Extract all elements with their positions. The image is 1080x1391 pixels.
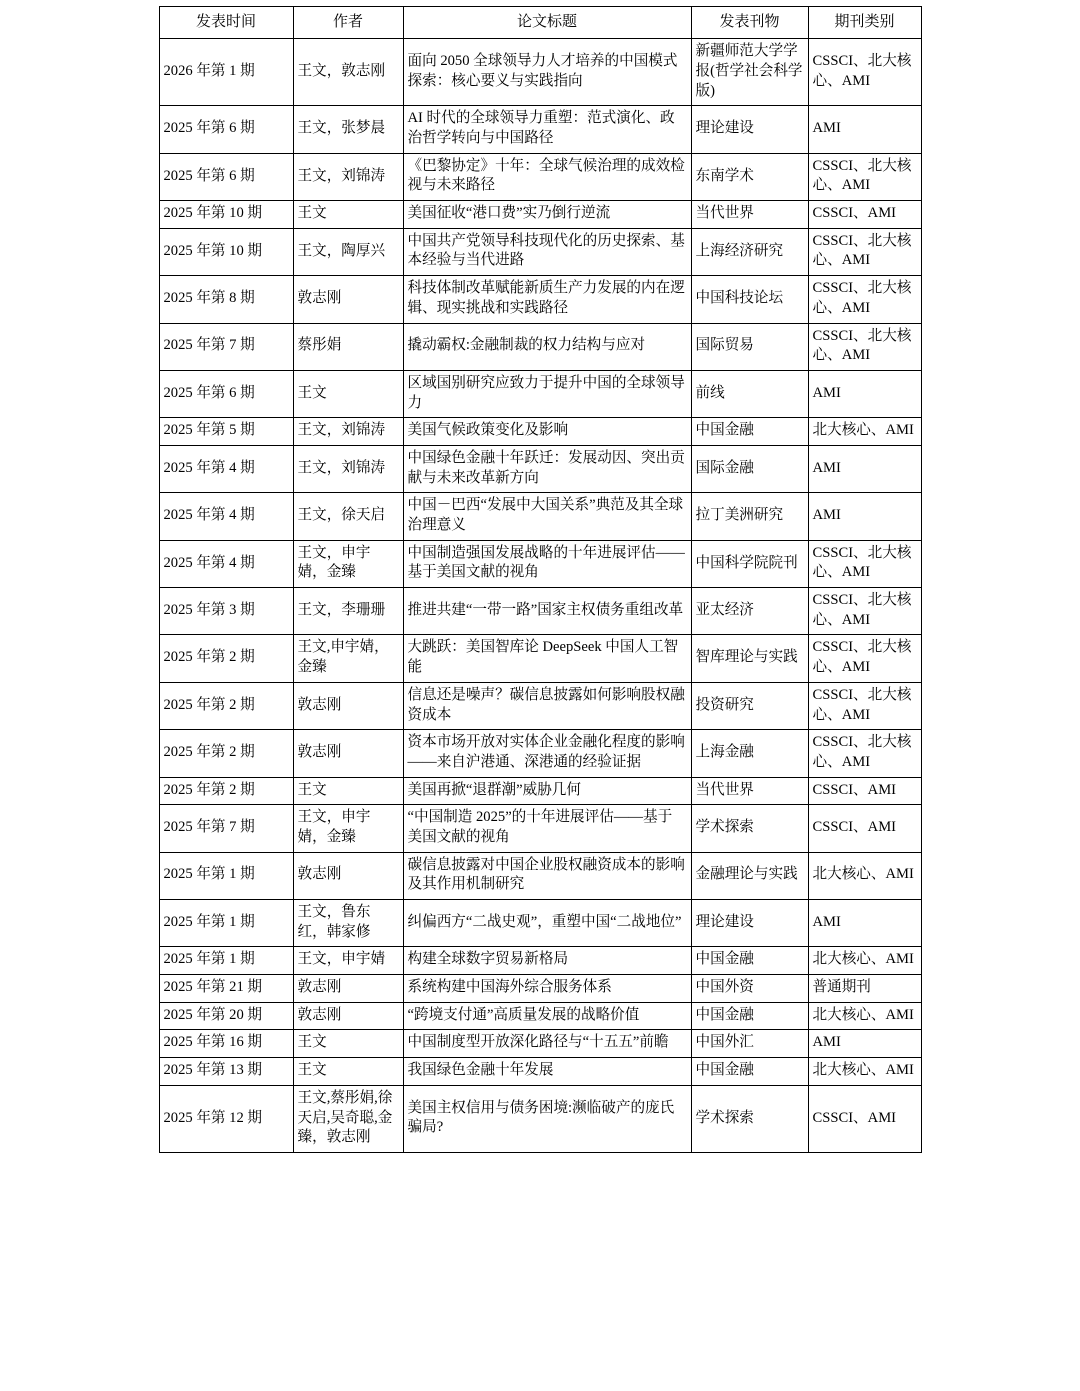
cell-journal: 金融理论与实践 [691,852,808,899]
table-row [159,370,921,417]
cell-journal-category: CSSCI、北大核心、AMI [808,39,921,106]
cell-author: 王文,蔡彤娟,徐天启,吴奇聪,金臻，敦志刚 [293,1085,403,1152]
cell-journal-category: 普通期刊 [808,975,921,1003]
table-row [159,540,921,587]
cell-journal: 上海金融 [691,730,808,777]
cell-journal: 中国外汇 [691,1030,808,1058]
cell-journal: 亚太经济 [691,588,808,635]
cell-author: 王文 [293,777,403,805]
table-row [159,975,921,1003]
cell-journal-category: AMI [808,1030,921,1058]
table-row [159,1002,921,1030]
publications-table [159,6,922,1153]
cell-journal: 前线 [691,370,808,417]
cell-author: 敦志刚 [293,1002,403,1030]
cell-journal-category: AMI [808,900,921,947]
cell-paper-title: 美国征收“港口费”实乃倒行逆流 [403,201,691,229]
cell-author: 王文 [293,370,403,417]
cell-author: 王文，鲁东红，韩家修 [293,900,403,947]
cell-publication-date: 2025 年第 16 期 [159,1030,293,1058]
cell-journal-category: CSSCI、北大核心、AMI [808,153,921,200]
table-row [159,1085,921,1152]
cell-author: 王文 [293,1030,403,1058]
cell-author: 王文，刘锦涛 [293,153,403,200]
cell-publication-date: 2025 年第 1 期 [159,852,293,899]
table-header [159,7,921,39]
cell-journal: 当代世界 [691,777,808,805]
cell-paper-title: “跨境支付通”高质量发展的战略价值 [403,1002,691,1030]
cell-journal: 东南学术 [691,153,808,200]
cell-journal-category: CSSCI、AMI [808,1085,921,1152]
cell-paper-title: 面向 2050 全球领导力人才培养的中国模式探索：核心要义与实践指向 [403,39,691,106]
table-row [159,228,921,275]
cell-paper-title: 撬动霸权:金融制裁的权力结构与应对 [403,323,691,370]
cell-publication-date: 2025 年第 5 期 [159,418,293,446]
cell-journal: 中国科技论坛 [691,276,808,323]
table-row [159,39,921,106]
cell-publication-date: 2025 年第 6 期 [159,370,293,417]
column-header-author: 作者 [293,7,403,39]
table-row [159,730,921,777]
cell-journal-category: CSSCI、北大核心、AMI [808,323,921,370]
cell-journal-category: 北大核心、AMI [808,1058,921,1086]
cell-journal: 投资研究 [691,682,808,729]
cell-paper-title: 中国－巴西“发展中大国关系”典范及其全球治理意义 [403,493,691,540]
cell-author: 王文，申宇婧 [293,947,403,975]
cell-paper-title: 美国再掀“退群潮”威胁几何 [403,777,691,805]
cell-publication-date: 2025 年第 1 期 [159,947,293,975]
table-row [159,418,921,446]
cell-paper-title: 中国共产党领导科技现代化的历史探索、基本经验与当代进路 [403,228,691,275]
cell-journal-category: 北大核心、AMI [808,852,921,899]
cell-publication-date: 2025 年第 1 期 [159,900,293,947]
cell-author: 王文，刘锦涛 [293,418,403,446]
cell-publication-date: 2025 年第 8 期 [159,276,293,323]
cell-journal: 当代世界 [691,201,808,229]
cell-publication-date: 2025 年第 13 期 [159,1058,293,1086]
cell-journal-category: CSSCI、AMI [808,805,921,852]
cell-paper-title: “中国制造 2025”的十年进展评估——基于美国文献的视角 [403,805,691,852]
cell-author: 王文，申宇婧，金臻 [293,540,403,587]
cell-author: 王文，申宇婧，金臻 [293,805,403,852]
table-row [159,1058,921,1086]
cell-publication-date: 2025 年第 20 期 [159,1002,293,1030]
cell-journal: 学术探索 [691,805,808,852]
cell-author: 王文，敦志刚 [293,39,403,106]
cell-journal-category: AMI [808,445,921,492]
cell-publication-date: 2025 年第 2 期 [159,730,293,777]
cell-journal-category: AMI [808,493,921,540]
cell-author: 蔡彤娟 [293,323,403,370]
cell-journal: 智库理论与实践 [691,635,808,682]
cell-paper-title: 《巴黎协定》十年：全球气候治理的成效检视与未来路径 [403,153,691,200]
cell-journal: 理论建设 [691,106,808,153]
cell-publication-date: 2025 年第 4 期 [159,445,293,492]
cell-journal-category: 北大核心、AMI [808,418,921,446]
cell-paper-title: 大跳跃：美国智库论 DeepSeek 中国人工智能 [403,635,691,682]
table-row [159,493,921,540]
cell-publication-date: 2026 年第 1 期 [159,39,293,106]
cell-publication-date: 2025 年第 10 期 [159,228,293,275]
cell-paper-title: 资本市场开放对实体企业金融化程度的影响——来自沪港通、深港通的经验证据 [403,730,691,777]
cell-author: 王文，刘锦涛 [293,445,403,492]
table-row [159,852,921,899]
cell-publication-date: 2025 年第 2 期 [159,682,293,729]
cell-journal: 中国金融 [691,1002,808,1030]
cell-paper-title: 美国主权信用与债务困境:濒临破产的庞氏骗局? [403,1085,691,1152]
cell-journal: 新疆师范大学学报(哲学社会科学版) [691,39,808,106]
cell-journal-category: CSSCI、北大核心、AMI [808,276,921,323]
cell-journal: 中国金融 [691,418,808,446]
table-row [159,635,921,682]
table-row [159,445,921,492]
table-row [159,588,921,635]
cell-journal-category: 北大核心、AMI [808,1002,921,1030]
cell-paper-title: 信息还是噪声？碳信息披露如何影响股权融资成本 [403,682,691,729]
cell-journal-category: CSSCI、北大核心、AMI [808,635,921,682]
cell-journal: 中国外资 [691,975,808,1003]
cell-journal: 理论建设 [691,900,808,947]
cell-author: 王文，张梦晨 [293,106,403,153]
cell-publication-date: 2025 年第 2 期 [159,635,293,682]
cell-paper-title: 纠偏西方“二战史观”，重塑中国“二战地位” [403,900,691,947]
cell-publication-date: 2025 年第 21 期 [159,975,293,1003]
table-row [159,201,921,229]
cell-journal-category: AMI [808,106,921,153]
cell-journal-category: CSSCI、北大核心、AMI [808,588,921,635]
cell-author: 王文 [293,201,403,229]
table-row [159,323,921,370]
cell-author: 敦志刚 [293,852,403,899]
cell-publication-date: 2025 年第 7 期 [159,805,293,852]
table-row [159,777,921,805]
cell-author: 王文,申宇婧，金臻 [293,635,403,682]
table-row [159,153,921,200]
cell-paper-title: 美国气候政策变化及影响 [403,418,691,446]
cell-journal-category: 北大核心、AMI [808,947,921,975]
cell-author: 王文，陶厚兴 [293,228,403,275]
cell-paper-title: 系统构建中国海外综合服务体系 [403,975,691,1003]
cell-journal: 中国科学院院刊 [691,540,808,587]
table-row [159,947,921,975]
column-header-journal: 发表刊物 [691,7,808,39]
table-header-row [159,7,921,39]
cell-paper-title: 中国制度型开放深化路径与“十五五”前瞻 [403,1030,691,1058]
cell-paper-title: 中国制造强国发展战略的十年进展评估——基于美国文献的视角 [403,540,691,587]
cell-author: 王文，徐天启 [293,493,403,540]
table-row [159,1030,921,1058]
cell-publication-date: 2025 年第 3 期 [159,588,293,635]
table-row [159,682,921,729]
cell-paper-title: 区域国别研究应致力于提升中国的全球领导力 [403,370,691,417]
cell-journal: 中国金融 [691,947,808,975]
cell-paper-title: 推进共建“一带一路”国家主权债务重组改革 [403,588,691,635]
cell-author: 王文 [293,1058,403,1086]
table-row [159,276,921,323]
cell-publication-date: 2025 年第 10 期 [159,201,293,229]
table-row [159,106,921,153]
cell-journal: 学术探索 [691,1085,808,1152]
table-row [159,900,921,947]
cell-journal: 拉丁美洲研究 [691,493,808,540]
cell-journal-category: CSSCI、AMI [808,777,921,805]
column-header-category: 期刊类别 [808,7,921,39]
table-body [159,39,921,1153]
cell-journal-category: AMI [808,370,921,417]
cell-paper-title: 中国绿色金融十年跃迁：发展动因、突出贡献与未来改革新方向 [403,445,691,492]
column-header-date: 发表时间 [159,7,293,39]
cell-journal: 上海经济研究 [691,228,808,275]
cell-paper-title: 科技体制改革赋能新质生产力发展的内在逻辑、现实挑战和实践路径 [403,276,691,323]
table-row [159,805,921,852]
cell-publication-date: 2025 年第 2 期 [159,777,293,805]
cell-publication-date: 2025 年第 7 期 [159,323,293,370]
cell-author: 敦志刚 [293,276,403,323]
cell-journal-category: CSSCI、北大核心、AMI [808,730,921,777]
cell-paper-title: 我国绿色金融十年发展 [403,1058,691,1086]
cell-publication-date: 2025 年第 12 期 [159,1085,293,1152]
cell-journal: 国际金融 [691,445,808,492]
cell-author: 敦志刚 [293,975,403,1003]
column-header-title: 论文标题 [403,7,691,39]
cell-journal-category: CSSCI、北大核心、AMI [808,682,921,729]
cell-journal: 国际贸易 [691,323,808,370]
cell-journal-category: CSSCI、AMI [808,201,921,229]
cell-publication-date: 2025 年第 4 期 [159,540,293,587]
cell-paper-title: 构建全球数字贸易新格局 [403,947,691,975]
cell-publication-date: 2025 年第 6 期 [159,106,293,153]
cell-journal: 中国金融 [691,1058,808,1086]
cell-author: 敦志刚 [293,730,403,777]
cell-author: 敦志刚 [293,682,403,729]
cell-publication-date: 2025 年第 4 期 [159,493,293,540]
cell-paper-title: AI 时代的全球领导力重塑：范式演化、政治哲学转向与中国路径 [403,106,691,153]
cell-journal-category: CSSCI、北大核心、AMI [808,540,921,587]
cell-paper-title: 碳信息披露对中国企业股权融资成本的影响及其作用机制研究 [403,852,691,899]
cell-author: 王文，李珊珊 [293,588,403,635]
cell-journal-category: CSSCI、北大核心、AMI [808,228,921,275]
cell-publication-date: 2025 年第 6 期 [159,153,293,200]
